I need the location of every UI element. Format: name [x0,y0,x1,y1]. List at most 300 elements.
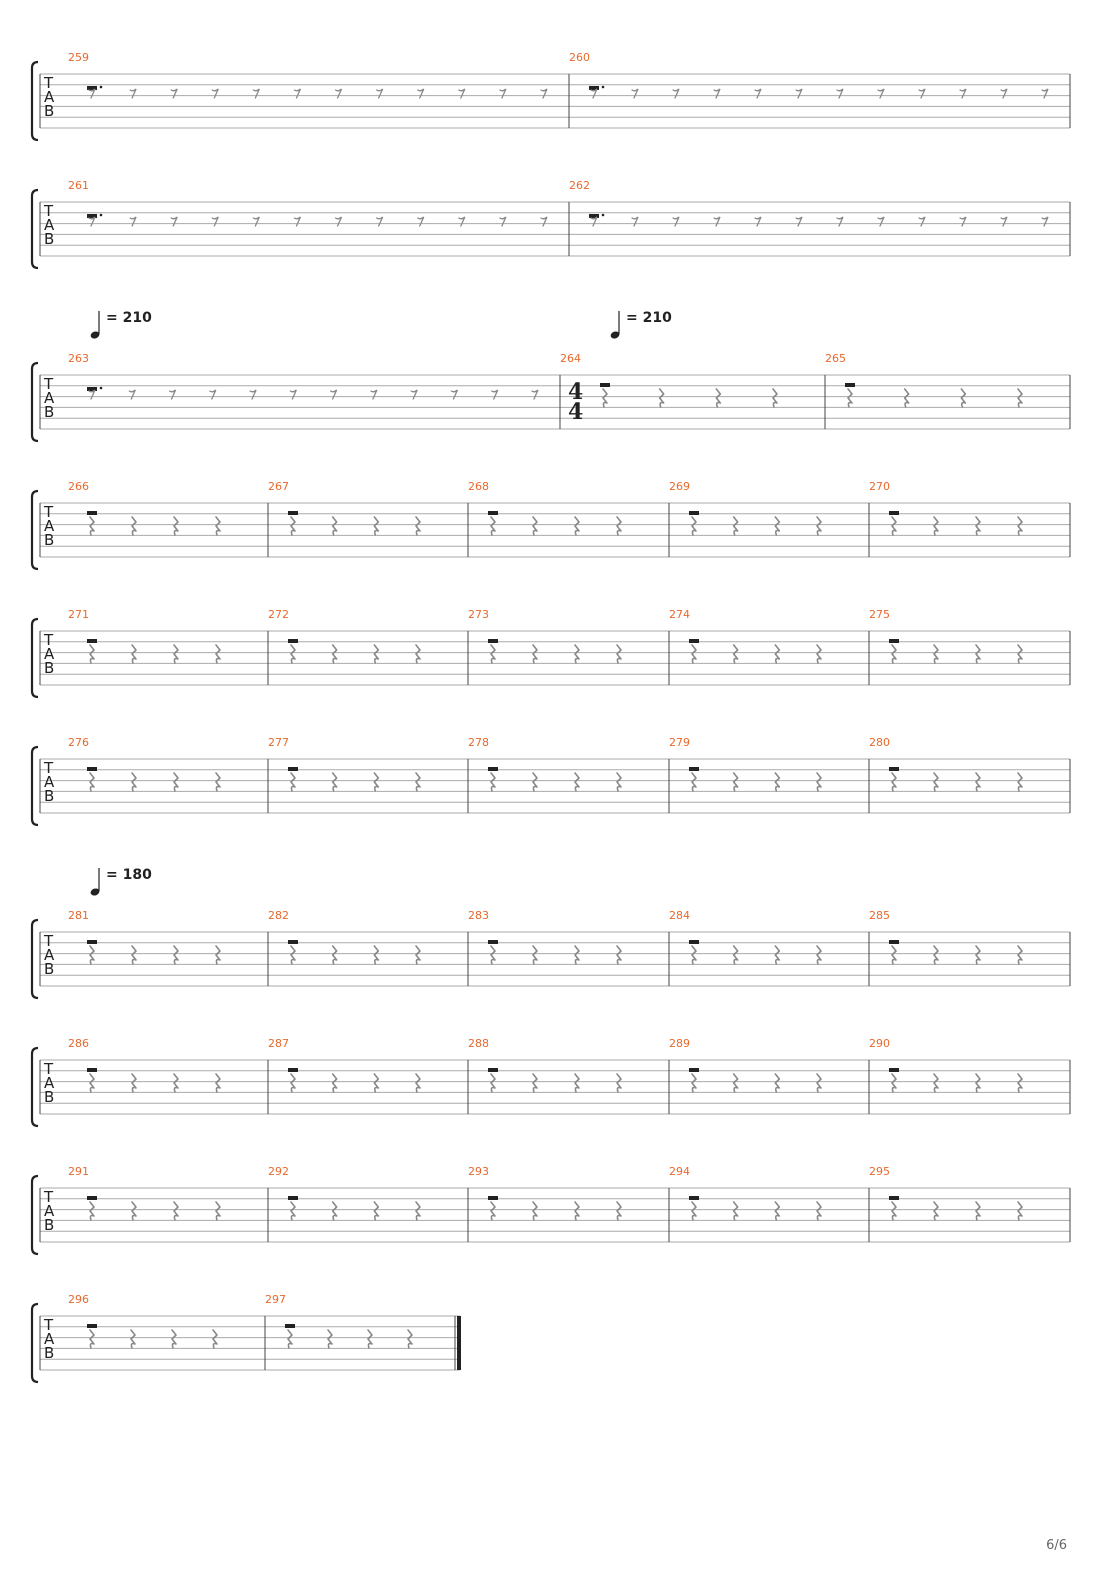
tab-system [32,179,1070,268]
tab-clef-letter: A [44,389,55,407]
quarter-rest [491,645,495,663]
eighth-rest [89,89,95,98]
measure [669,1037,821,1092]
eighth-rest [212,89,218,98]
quarter-rest [1018,645,1022,663]
eighth-rest [411,390,417,399]
measure [869,1165,1022,1220]
rest-block [488,639,498,643]
rest-block [87,639,97,643]
quarter-rest [775,517,779,535]
tab-clef-letter: B [44,787,55,805]
quarter-rest [976,517,980,535]
eighth-rest [130,217,136,226]
measure [268,909,420,964]
eighth-rest [960,89,966,98]
quarter-rest [291,1202,295,1220]
tab-system [32,1165,1070,1254]
measure [68,1165,220,1220]
quarter-rest [575,517,579,535]
quarter-rest [216,517,220,535]
measure [268,1037,420,1092]
measure [68,1293,217,1348]
quarter-rest [617,517,621,535]
quarter-rest [734,1202,738,1220]
quarter-rest [174,1074,178,1092]
measure [560,352,777,425]
system-bracket [32,920,38,998]
measure [825,352,1022,407]
measure [669,736,821,791]
quarter-rest [333,1202,337,1220]
rest-block [87,1324,97,1328]
rest-block [889,511,899,515]
tab-clef-letter: A [44,1074,55,1092]
quarter-rest [848,389,852,407]
measure-number: 268 [468,480,489,493]
tab-clef-letter: B [44,102,55,120]
quarter-rest [734,773,738,791]
quarter-rest [216,1074,220,1092]
quarter-rest [934,773,938,791]
measure [468,909,621,964]
quarter-rest [934,517,938,535]
dot [602,86,605,89]
measure-number: 296 [68,1293,89,1306]
eighth-rest [89,217,95,226]
quarter-rest [976,946,980,964]
tab-clef-letter: T [44,1188,54,1206]
eighth-rest [210,390,216,399]
quarter-rest [976,645,980,663]
tab-system [32,736,1070,825]
tab-clef-letter: T [44,759,54,777]
quarter-rest [172,1330,176,1348]
quarter-rest [905,389,909,407]
eighth-rest [714,89,720,98]
rest-block [488,511,498,515]
measure-number: 289 [669,1037,690,1050]
rest-block [87,940,97,944]
tab-clef-letter: A [44,88,55,106]
rest-block [87,1068,97,1072]
eighth-rest [755,217,761,226]
quarter-rest [775,946,779,964]
quarter-rest [976,1202,980,1220]
quarter-rest [617,946,621,964]
rest-block [889,1196,899,1200]
rest-block [689,511,699,515]
eighth-rest [500,89,506,98]
rest-block [889,940,899,944]
quarter-rest [892,645,896,663]
quarter-rest [1018,773,1022,791]
quarter-rest [416,946,420,964]
tab-system [32,480,1070,569]
quarter-rest [575,946,579,964]
measure-number: 271 [68,608,89,621]
quarter-rest [416,645,420,663]
measure-number: 291 [68,1165,89,1178]
quarter-rest [216,645,220,663]
rest-block [488,1196,498,1200]
quarter-rest [1018,946,1022,964]
eighth-rest [919,89,925,98]
quarter-rest [692,645,696,663]
measure-number: 277 [268,736,289,749]
quarter-rest [132,517,136,535]
measure [268,736,420,791]
tab-system [32,310,1070,441]
quarter-rest [132,773,136,791]
eighth-rest [377,89,383,98]
measure [869,909,1022,964]
measure-number: 270 [869,480,890,493]
rest-block [689,639,699,643]
measure-number: 292 [268,1165,289,1178]
quarter-rest [90,1330,94,1348]
quarter-rest [617,1074,621,1092]
quarter-rest [575,773,579,791]
tab-clef-letter: T [44,202,54,220]
tab-clef-letter: B [44,230,55,248]
system-bracket [32,190,38,268]
measure [265,1293,412,1348]
quarter-rest [817,1074,821,1092]
tab-clef-letter: B [44,659,55,677]
time-signature-bottom: 4 [568,399,584,425]
tempo-text: = 210 [106,310,152,326]
measure-number: 284 [669,909,690,922]
quarter-rest [892,773,896,791]
tempo-marking [610,310,672,340]
tab-clef-letter: T [44,1060,54,1078]
tab-system [32,1037,1070,1126]
tempo-marking [90,310,152,340]
eighth-rest [451,390,457,399]
eighth-rest [755,89,761,98]
measure [468,1037,621,1092]
quarter-rest [491,1202,495,1220]
quarter-rest [374,517,378,535]
tab-clef-letter: T [44,375,54,393]
quarter-rest [692,1074,696,1092]
measure-number: 262 [569,179,590,192]
eighth-rest [377,217,383,226]
eighth-rest [290,390,296,399]
rest-block [288,1196,298,1200]
quarter-rest [617,773,621,791]
measure-number: 269 [669,480,690,493]
quarter-rest [291,773,295,791]
dot [100,387,103,390]
rest-block [488,940,498,944]
measure [669,480,821,535]
quarter-rest [617,1202,621,1220]
eighth-rest [418,89,424,98]
quarter-rest [291,1074,295,1092]
tab-clef-letter: T [44,932,54,950]
eighth-rest [632,89,638,98]
measure [268,1165,420,1220]
quarter-rest [416,1202,420,1220]
quarter-rest [90,773,94,791]
system-bracket [32,363,38,441]
quarter-rest [817,517,821,535]
eighth-rest [878,89,884,98]
system-bracket [32,62,38,140]
measure [68,736,220,791]
quarter-rest [291,946,295,964]
quarter-rest [734,645,738,663]
quarter-rest [328,1330,332,1348]
measure [869,1037,1022,1092]
tab-clef-letter: B [44,1088,55,1106]
eighth-rest [673,89,679,98]
tab-clef-letter: B [44,1216,55,1234]
quarter-rest [934,1074,938,1092]
quarter-rest [976,773,980,791]
quarter-rest [174,645,178,663]
quarter-rest [1018,517,1022,535]
measure-number: 285 [869,909,890,922]
measure-number: 294 [669,1165,690,1178]
tab-clef-letter: T [44,631,54,649]
measure-number: 264 [560,352,581,365]
quarter-rest [892,946,896,964]
measure-number: 273 [468,608,489,621]
system-bracket [32,747,38,825]
quarter-rest [692,946,696,964]
eighth-rest [250,390,256,399]
measure-number: 263 [68,352,89,365]
dot [602,214,605,217]
measure-number: 279 [669,736,690,749]
tab-clef-letter: A [44,645,55,663]
quarter-rest [692,517,696,535]
quarter-rest [533,946,537,964]
time-signature-top: 4 [568,379,584,405]
quarter-rest [734,517,738,535]
tab-clef-letter: A [44,773,55,791]
quarter-rest [734,946,738,964]
eighth-rest [541,217,547,226]
quarter-rest [892,1202,896,1220]
eighth-rest [253,89,259,98]
eighth-rest [837,89,843,98]
eighth-rest [532,390,538,399]
tab-system [32,867,1070,998]
rest-block [87,1196,97,1200]
quarter-rest [368,1330,372,1348]
quarter-rest [775,1202,779,1220]
tab-clef-letter: T [44,1316,54,1334]
quarter-rest [1018,389,1022,407]
quarter-rest [408,1330,412,1348]
quarter-rest [817,773,821,791]
quarter-rest [216,946,220,964]
quarter-rest [374,1074,378,1092]
eighth-rest [591,217,597,226]
quarter-rest [575,1074,579,1092]
measure [268,608,420,663]
quarter-rest [416,1074,420,1092]
eighth-rest [632,217,638,226]
rest-block [87,511,97,515]
eighth-rest [331,390,337,399]
quarter-rest [660,389,664,407]
rest-block [288,767,298,771]
quarter-rest [976,1074,980,1092]
quarter-rest [692,773,696,791]
quarter-rest [90,946,94,964]
quarter-rest [333,946,337,964]
eighth-rest [541,89,547,98]
measure-number: 297 [265,1293,286,1306]
eighth-rest [294,89,300,98]
quarter-rest [961,389,965,407]
rest-block [600,383,610,387]
eighth-rest [714,217,720,226]
rest-block [288,940,298,944]
quarter-rest [575,645,579,663]
quarter-rest [491,773,495,791]
measure-number: 282 [268,909,289,922]
tempo-marking [90,867,152,897]
eighth-rest [492,390,498,399]
eighth-rest [129,390,135,399]
eighth-rest [878,217,884,226]
quarter-rest [1018,1202,1022,1220]
tab-clef-letter: T [44,74,54,92]
measure [468,1165,621,1220]
rest-block [288,639,298,643]
rest-block [689,1068,699,1072]
eighth-rest [673,217,679,226]
tab-clef-letter: A [44,1330,55,1348]
quarter-rest [533,645,537,663]
quarter-rest [734,1074,738,1092]
measure [869,480,1022,535]
measure-number: 259 [68,51,89,64]
quarter-rest [131,1330,135,1348]
quarter-rest [132,946,136,964]
measure [68,1037,220,1092]
tab-clef-letter: B [44,403,55,421]
measure [669,1165,821,1220]
eighth-rest [89,390,95,399]
measure-number: 293 [468,1165,489,1178]
rest-block [689,1196,699,1200]
quarter-rest [291,645,295,663]
eighth-rest [1001,217,1007,226]
rest-block [689,940,699,944]
quarter-rest [491,946,495,964]
quarter-rest [374,946,378,964]
quarter-rest [533,517,537,535]
tab-clef-letter: A [44,216,55,234]
quarter-rest [90,1074,94,1092]
measure [869,736,1022,791]
quarter-rest [333,773,337,791]
quarter-rest [374,645,378,663]
quarter-rest [333,645,337,663]
measure-number: 283 [468,909,489,922]
measure-number: 274 [669,608,690,621]
eighth-rest [837,217,843,226]
measure-number: 265 [825,352,846,365]
measure [68,608,220,663]
system-bracket [32,491,38,569]
measure [468,736,621,791]
quarter-rest [174,1202,178,1220]
rest-block [87,767,97,771]
eighth-rest [459,89,465,98]
quarter-rest [934,1202,938,1220]
rest-block [889,1068,899,1072]
measure-number: 288 [468,1037,489,1050]
quarter-rest [773,389,777,407]
measure [669,608,821,663]
quarter-rest [617,645,621,663]
quarter-rest [892,517,896,535]
quarter-rest [216,773,220,791]
quarter-rest [491,517,495,535]
system-bracket [32,1176,38,1254]
measure-number: 272 [268,608,289,621]
system-bracket [32,619,38,697]
measure [869,608,1022,663]
measure [669,909,821,964]
measure-number: 276 [68,736,89,749]
dot [100,214,103,217]
eighth-rest [591,89,597,98]
measure-number: 267 [268,480,289,493]
tab-clef-letter: A [44,1202,55,1220]
eighth-rest [253,217,259,226]
measure-number: 260 [569,51,590,64]
eighth-rest [336,217,342,226]
quarter-rest [716,389,720,407]
rest-block [285,1324,295,1328]
final-barline [457,1316,461,1370]
quarter-rest [174,946,178,964]
quarter-rest [533,1202,537,1220]
measure [68,909,220,964]
rest-block [488,767,498,771]
quarter-rest [90,517,94,535]
quarter-rest [817,946,821,964]
quarter-rest [817,645,821,663]
eighth-rest [919,217,925,226]
quarter-rest [603,389,607,407]
quarter-rest [934,946,938,964]
quarter-rest [374,773,378,791]
quarter-rest [288,1330,292,1348]
tempo-text: = 180 [106,867,152,883]
quarter-rest [374,1202,378,1220]
rest-block [689,767,699,771]
quarter-rest [174,517,178,535]
measure-number: 287 [268,1037,289,1050]
eighth-rest [212,217,218,226]
eighth-rest [130,89,136,98]
quarter-rest [775,1074,779,1092]
measure-number: 280 [869,736,890,749]
quarter-rest [775,773,779,791]
eighth-rest [418,217,424,226]
rest-block [889,639,899,643]
